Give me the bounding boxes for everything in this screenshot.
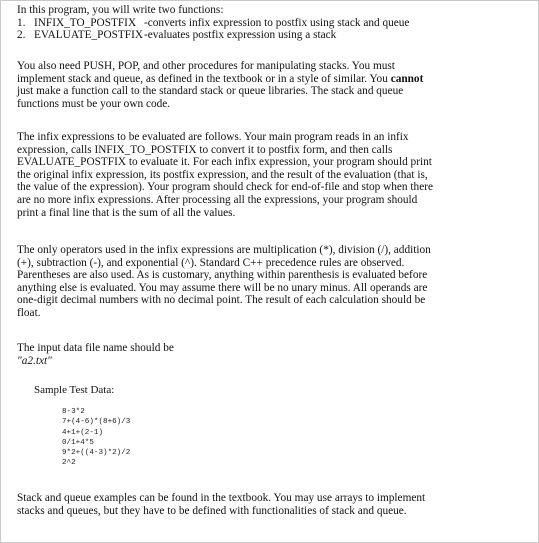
paragraph-infix: [17, 131, 526, 219]
paragraph-line: functions must be your own code.: [17, 97, 171, 110]
paragraph-line: The infix expressions to be evaluated are follows. Your main program reads in an infix: [17, 131, 409, 143]
function-name: INFIX_TO_POSTFIX: [34, 16, 137, 29]
paragraph-input-file: [17, 342, 526, 367]
paragraph-line: print a final line that is the sum of all the values.: [17, 206, 236, 219]
paragraph-text: implement stack and queue, as defined in the textbook or in a style of similar. You: [17, 72, 388, 85]
paragraph-line: float.: [17, 306, 41, 319]
function-description: -converts infix expression to postfix using stack and queue: [144, 16, 410, 29]
sample-code-block: [62, 407, 130, 469]
paragraph-line: anything else is evaluated. You may assume there will be no unary minus. All operands are: [17, 281, 428, 294]
list-item: [17, 29, 527, 42]
code-line: 9*2+((4-3)*2)/2: [62, 449, 131, 458]
paragraph-line: the value of the expression). Your program should check for end-of-file and stop when there: [17, 181, 433, 194]
sample-heading: Sample Test Data:: [34, 384, 115, 396]
list-number: 2.: [17, 29, 26, 42]
code-line: 8-3*2: [62, 408, 85, 416]
paragraph-line: one-digit decimal numbers with no decimal point. The result of each calculation should be: [17, 294, 426, 307]
paragraph-operators: [17, 244, 526, 320]
paragraph-line: EVALUATE_POSTFIX to evaluate it. For each infix expression, your program should print: [17, 156, 432, 169]
paragraph-line: Stack and queue examples can be found in the textbook. You may use arrays to implement: [17, 492, 426, 504]
paragraph-line: (+), subtraction (-), and exponential (^). Standard C++ precedence rules are observed.: [17, 256, 405, 269]
paragraph-line: are no more infix expressions. After processing all the expressions, your program should: [17, 193, 418, 206]
paragraph-line: stacks and queues, but they have to be defined with functionalities of stack and queue.: [17, 504, 407, 517]
code-line: 0/1+4*5: [62, 438, 94, 447]
paragraph-line: Parentheses are also used. As is customary, anything within parenthesis is evaluated before: [17, 269, 428, 282]
function-description: -evaluates postfix expression using a stack: [144, 29, 337, 42]
list-item: [17, 17, 527, 30]
paragraph-line: [17, 73, 526, 86]
paragraph-stacks: [17, 60, 526, 110]
paragraph-line: just make a function call to the standard stack or queue libraries. The stack and queue: [17, 85, 404, 98]
function-name: EVALUATE_POSTFIX: [34, 29, 144, 42]
intro-text: In this program, you will write two functions:: [17, 4, 224, 16]
function-list: [17, 4, 527, 42]
paragraph-line: You also need PUSH, POP, and other procedures for manipulating stacks. You must: [17, 60, 395, 72]
list-number: 1.: [17, 16, 26, 29]
paragraph-line: expression, calls INFIX_TO_POSTFIX to convert it to postfix form, and then calls: [17, 143, 393, 156]
paragraph-line: The only operators used in the infix expressions are multiplication (*), division (/), addition: [17, 244, 431, 256]
paragraph-line: the original infix expression, its postfix expression, and the result of the evaluation (that is,: [17, 168, 428, 181]
paragraph-closing: [17, 492, 526, 517]
code-line: 2^2: [62, 459, 76, 468]
code-line: 7+(4-6)*(8+6)/3: [62, 418, 131, 427]
code-line: 4+1+(2-1): [62, 428, 104, 437]
input-filename: "a2.txt": [17, 354, 52, 367]
paragraph-line: The input data file name should be: [17, 342, 174, 354]
emphasis-text: cannot: [390, 72, 424, 85]
